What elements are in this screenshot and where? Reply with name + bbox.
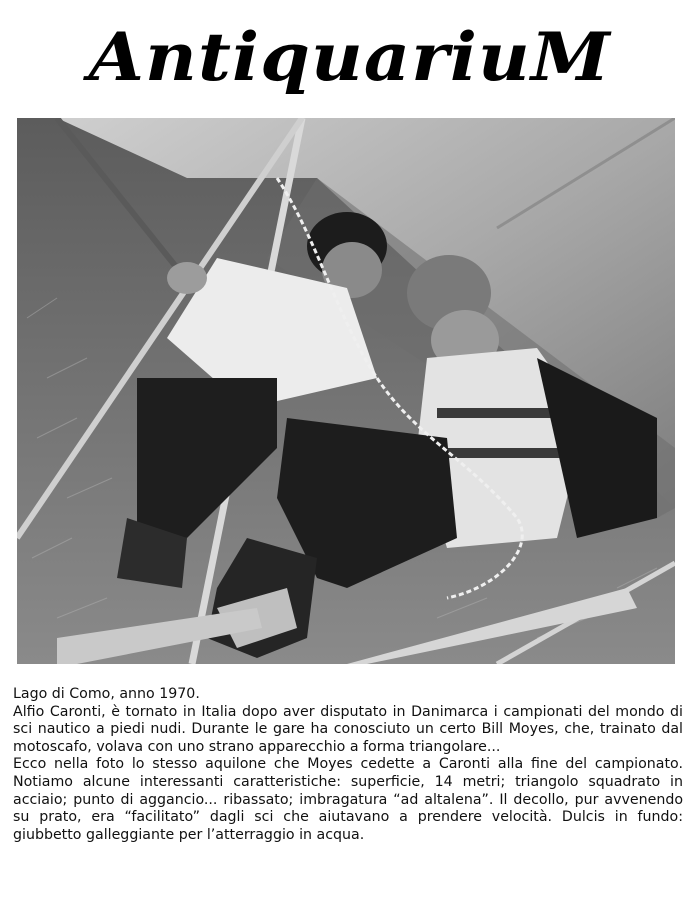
photo — [17, 118, 675, 664]
caption-place-date: Lago di Como, anno 1970. — [13, 686, 200, 702]
caption-paragraph-2: Ecco nella foto lo stesso aquilone che Moyes cedette a Caronti alla fine del campionato. Notiamo alcune interessanti caratteristiche: superficie, 14 metri; triangolo squadrato in acciaio; punto di aggancio... ribassato; imbragatura “ad altalena”. Il decollo, pur avvenendo su prato, era “facilitato” dagli sci che aiutavano a prendere velocità. Dulcis in fundo: giubbetto galleggiante per l’atterraggio in acqua. — [13, 756, 683, 843]
masthead — [0, 10, 700, 105]
masthead-title: AntiquariuM — [88, 18, 612, 96]
caption-paragraph-1: Alfio Caronti, è tornato in Italia dopo aver disputato in Danimarca i campionati del mondo di sci nautico a piedi nudi. Durante le gare ha conosciuto un certo Bill Moyes, che, trainato dal motoscafo, volava con uno strano apparecchio a forma triangolare... — [13, 703, 683, 755]
caption — [13, 686, 683, 844]
photo-illustration — [17, 118, 675, 664]
